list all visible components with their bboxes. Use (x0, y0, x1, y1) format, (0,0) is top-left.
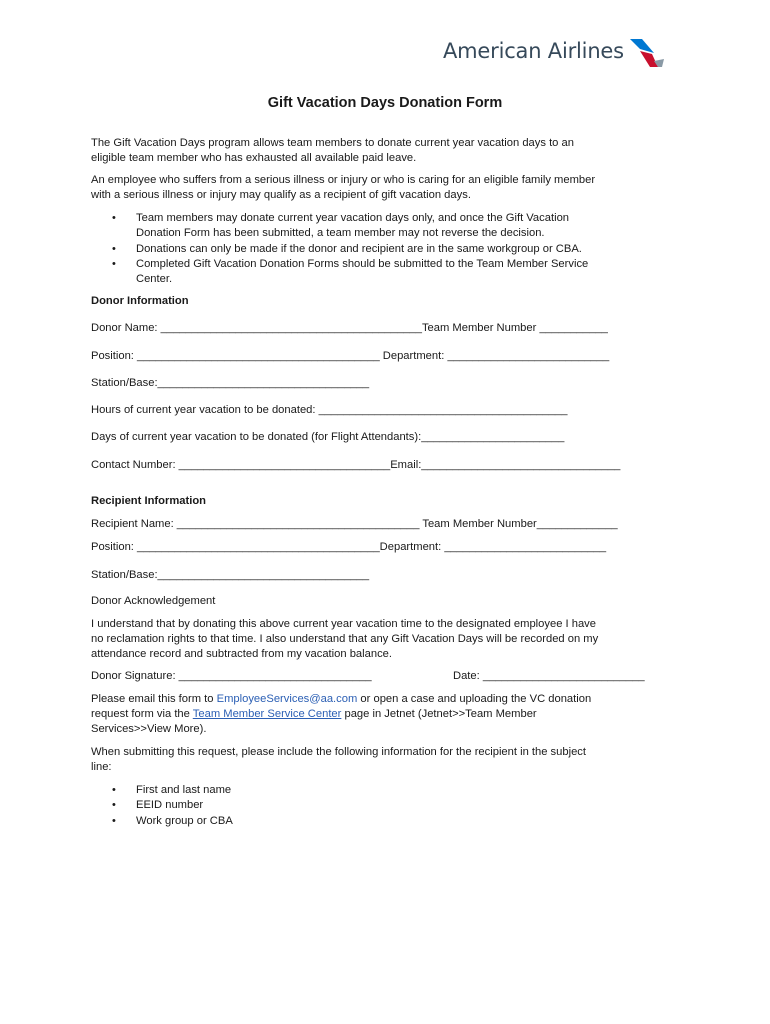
submit-instructions: Services>>View More). (91, 723, 207, 735)
intro-text: The Gift Vacation Days program allows team members to donate current year vacation days to an (91, 137, 574, 149)
page-title: Gift Vacation Days Donation Form (267, 95, 503, 111)
submit-text: or open a case and uploading the VC donation (357, 693, 592, 705)
bullet-text: Donations can only be made if the donor and recipient are in the same workgroup or CBA. (136, 243, 582, 255)
flight-symbol-icon (628, 37, 666, 69)
bullet-icon: • (112, 815, 116, 827)
donor-name-field[interactable]: Donor Name: __________________________________________Team Member Number ___________ (91, 322, 608, 334)
bullet-icon: • (112, 212, 116, 224)
list-item: First and last name (136, 784, 232, 796)
list-item: Work group or CBA (136, 815, 233, 827)
team-member-service-center-link[interactable]: Team Member Service Center (192, 708, 342, 720)
acknowledgement-text: attendance record and subtracted from my vacation balance. (91, 648, 392, 660)
donor-contact-field[interactable]: Contact Number: __________________________________Email:________________________________ (91, 459, 621, 471)
bullet-text: Donation Form has been submitted, a team member may not reverse the decision. (136, 227, 545, 239)
subject-instructions: When submitting this request, please include the following information for the recipient in the subject (91, 746, 587, 758)
bullet-text: Completed Gift Vacation Donation Forms should be submitted to the Team Member Service (136, 258, 589, 270)
american-airlines-logo (443, 36, 666, 69)
bullet-icon: • (112, 243, 116, 255)
bullet-icon: • (112, 784, 116, 796)
submit-instructions (91, 707, 537, 723)
intro-text: eligible team member who has exhausted all available paid leave. (91, 152, 417, 164)
email-link[interactable]: EmployeeServices@aa.com (216, 693, 358, 705)
acknowledgement-text: I understand that by donating this above current year vacation time to the designated employee I have (91, 618, 596, 630)
logo-wordmark: American Airlines (443, 39, 624, 63)
bullet-icon: • (112, 258, 116, 270)
acknowledgement-text: no reclamation rights to that time. I also understand that any Gift Vacation Days will be recorded on my (91, 633, 599, 645)
bullet-icon: • (112, 799, 116, 811)
intro-text: with a serious illness or injury may qualify as a recipient of gift vacation days. (91, 189, 471, 201)
donor-days-field[interactable]: Days of current year vacation to be donated (for Flight Attendants):_______________________ (91, 431, 565, 443)
recipient-heading: Recipient Information (91, 495, 206, 507)
submit-instructions (91, 692, 591, 708)
submit-text: page in Jetnet (Jetnet>>Team Member (341, 708, 537, 720)
donor-heading: Donor Information (91, 295, 189, 307)
donor-signature-field[interactable]: Donor Signature: _______________________________ (91, 670, 372, 682)
acknowledgement-heading: Donor Acknowledgement (91, 595, 216, 607)
recipient-station-field[interactable]: Station/Base:__________________________________ (91, 569, 370, 581)
donor-hours-field[interactable]: Hours of current year vacation to be donated: ________________________________________ (91, 404, 568, 416)
list-item: EEID number (136, 799, 204, 811)
donor-position-field[interactable]: Position: _______________________________________ Department: __________________________ (91, 350, 610, 362)
bullet-text: Center. (136, 273, 173, 285)
bullet-text: Team members may donate current year vacation days only, and once the Gift Vacation (136, 212, 570, 224)
subject-instructions: line: (91, 761, 112, 773)
date-field[interactable]: Date: __________________________ (453, 670, 645, 682)
submit-text: request form via the (91, 708, 193, 720)
intro-text: An employee who suffers from a serious illness or injury or who is caring for an eligible family member (91, 174, 596, 186)
submit-text: Please email this form to (91, 693, 217, 705)
recipient-position-field[interactable]: Position: _______________________________________Department: __________________________ (91, 541, 607, 553)
donor-station-field[interactable]: Station/Base:__________________________________ (91, 377, 370, 389)
recipient-name-field[interactable]: Recipient Name: _______________________________________ Team Member Number_____________ (91, 518, 618, 530)
